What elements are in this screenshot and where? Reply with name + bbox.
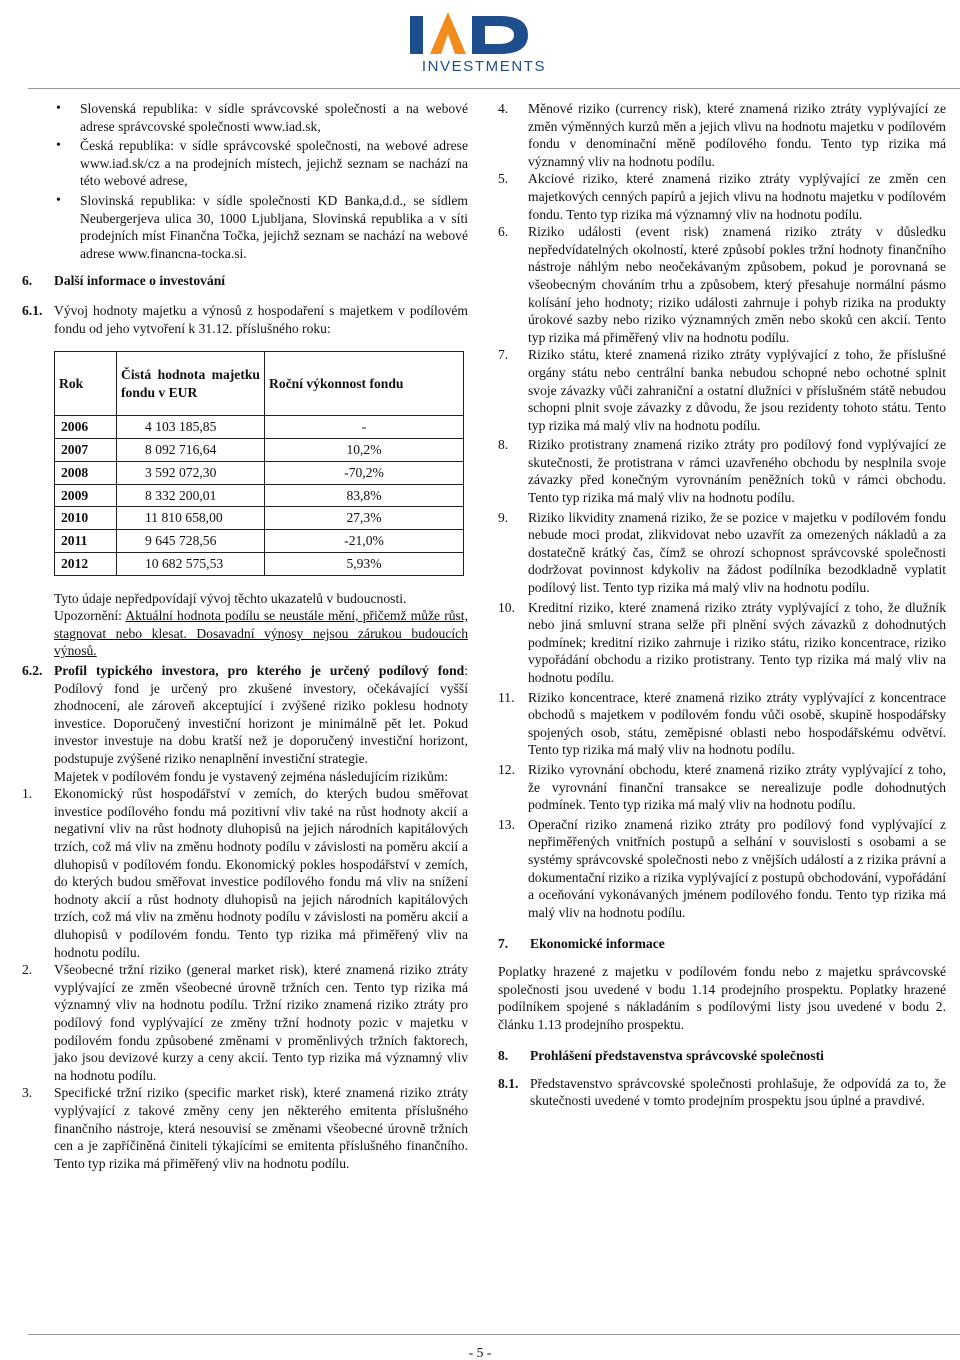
list-item: • Slovinská republika: v sídle společnosti KD Banka,d.d., se sídlem Neubergerjeva ulica 30, 1000 Ljubljana, Slovinská republika a v síti prodejních míst Finančna Točka, jejichž seznam se nachází na webové adrese www.financna-tocka.si.	[80, 192, 468, 262]
section-6-2: 6.2. Profil typického investora, pro kterého je určený podílový fond: Podílový fond je určený pro zkušené investory, očekávající vyšší zhodnocení, ale zároveň akceptující i zvýšené riziko poklesu hodnoty investice. Doporučený investiční horizont je minimálně pět let. Pokud investor investuje na dobu kratší než je doporučený investiční horizont, podstupuje zvýšené riziko nenaplnění investiční strategie.	[22, 663, 468, 767]
distribution-list	[22, 100, 468, 262]
risk-intro: Majetek v podílovém fondu je vystavený zejména následujícím rizikům:	[54, 768, 449, 784]
table-row: 2006 4 103 185,85 -	[55, 416, 464, 439]
fund-value-table	[54, 351, 464, 576]
list-item: 5. Akciové riziko, které znamená riziko ztráty vyplývající ze změn cen majetkových cenných papírů a jejich vlivu na hodnotu majetku v podílovém fondu. Tento typ rizika má významný vliv na hodnotu podílu.	[498, 171, 946, 222]
section-6-1: 6.1. Vývoj hodnoty majetku a výnosů z hospodaření s majetkem v podílovém fondu od jeho vytvoření k 31.12. příslušného roku:	[22, 302, 468, 336]
table-header-row	[55, 352, 464, 416]
header-rule	[28, 88, 960, 89]
right-column	[498, 100, 946, 1110]
list-item: 8. Riziko protistrany znamená riziko ztráty pro podílový fond vyplývající ze skutečnosti, že protistrana v rámci uzavřeného obchodu by nesplnila svoje závazky před konečným vyrovnáním peněžních toků v rámci obchodu. Tento typ rizika má malý vliv na hodnotu podílu.	[498, 437, 946, 506]
section-7-heading: 7. Ekonomické informace	[498, 936, 665, 952]
logo-letter-a	[430, 12, 466, 54]
table-row: 2008 3 592 072,30 -70,2%	[55, 461, 464, 484]
section-8-1: 8.1. Představenstvo správcovské společnosti prohlašuje, že odpovídá za to, že skutečnosti uvedené v tomto prodejním prospektu jsou úplné a pravdivé.	[498, 1075, 946, 1109]
section-7-text: Poplatky hrazené z majetku v podílovém fondu nebo z majetku správcovské společnosti jsou uvedené v bodu 1.14 prodejního prospektu. Poplatky hrazené podílníkem spojené s nákladáním s podílovými listy jsou uvedené v bodu 2. článku 1.13 prodejního prospektu.	[498, 963, 946, 1032]
disclaimer	[22, 590, 468, 660]
list-item: 3. Specifické tržní riziko (specific market risk), které znamená riziko ztráty vyplývající z takové změny ceny jen některého emitenta příslušného finančního nástroje, která nesouvisí se změnami všeobecné úrovně tržních cen a je zapříčiněná činiteli týkajícími se emitenta příslušného finančního. Tento typ rizika má přiměřený vliv na hodnotu podílu.	[22, 1085, 468, 1171]
table-header: Roční výkonnost fondu	[265, 352, 464, 416]
list-item: 6. Riziko události (event risk) znamená riziko ztráty v důsledku nepředvídatelných okolností, které způsobí pokles tržní hodnoty finančního nástroje náhlým nebo neočekávaným způsobem, pokud je porovnaná se všeobecným chováním trhu a způsobem, který přesahuje normální pásmo kolísání jeho hodnoty; riziko události zahrnuje i pohyb rizika na produkty úrokové sazby nebo riziko významných změn nebo skoků cen akcií. Tento typ rizika má přiměřený vliv na hodnotu podílu.	[498, 224, 946, 345]
iad-logo	[408, 6, 560, 74]
logo-subtitle: INVESTMENTS	[421, 58, 547, 75]
list-item: 4. Měnové riziko (currency risk), které znamená riziko ztráty vyplývající ze změn výměnných kurzů měn a jejich vlivu na hodnotu majetku v podílovém fondu v denominační měně podílového fondu. Tento typ rizika má významný vliv na hodnotu podílu.	[498, 101, 946, 169]
warning-line: Upozornění: Aktuální hodnota podílu se neustále mění, přičemž může růst, stagnovat nebo klesat. Dosavadní výnosy nejsou zárukou budoucích výnosů.	[54, 608, 468, 659]
footer-rule	[28, 1334, 960, 1335]
table-row: 2012 10 682 575,53 5,93%	[55, 552, 464, 575]
section-6-heading: 6. Další informace o investování	[22, 273, 226, 289]
risk-list-right	[498, 100, 946, 921]
section-8-heading: 8. Prohlášení představenstva správcovské společnosti	[498, 1048, 824, 1064]
iad-logo-mark	[408, 6, 560, 58]
table-row: 2011 9 645 728,56 -21,0%	[55, 530, 464, 553]
list-item: 13. Operační riziko znamená riziko ztráty pro podílový fond vyplývající z nepřiměřených vnitřních postupů a selhání v souvislosti s osobami a se systémy správcovské společnosti nebo z vnějších událostí a z rizika právní a dokumentační riziko a rizika vyplývající z postupů obchodování, vypořádání a oceňování vykonávaných jménem podílového fondu. Tento typ rizika má malý vliv na hodnotu podílu.	[498, 816, 946, 920]
table-header: Čistá hodnota majetku fondu v EUR	[117, 352, 265, 416]
list-item: 7. Riziko státu, které znamená riziko ztráty vyplývající z toho, že příslušné orgány státu nebo centrální banka nebudou schopné nebo ochotné splnit svoje závazky vůči zahraniční a ostatní dlužníci v příslušném státě nebudou schopni plnit svoje závazky z důvodu, že jsou rezidenty tohoto státu. Tento typ rizika má malý vliv na hodnotu podílu.	[498, 347, 946, 433]
list-item: 1. Ekonomický růst hospodářství v zemích, do kterých budou směřovat investice podílového fondu má pozitivní vliv také na růst hodnoty akcií a negativní vliv na růst hodnoty dluhopisů na jejich národních kapitálových trzích, což má vliv na změnu hodnoty podílu v závislosti na poměru akcií a dluhopisů v podílovém fondu. Ekonomický pokles hospodářství v zemích, do kterých budou směřovat investice podílového fondu má vliv na snížení hodnoty akcií a růst hodnoty dluhopisů na jejich národních kapitálových trzích, což má vliv na změnu hodnoty podílu v závislosti na poměru akcií a dluhopisů v podílovém fondu. Tento typ rizika má přiměřený vliv na hodnotu podílu.	[22, 786, 468, 960]
list-item: 2. Všeobecné tržní riziko (general market risk), které znamená riziko ztráty vyplývající ze změn všeobecné úrovně tržních cen. Tento typ rizika má významný vliv na hodnotu podílu. Tržní riziko znamená riziko ztráty pro podílový fond vyplývající ze změny tržní hodnoty pozic v majetku v podílovém fondu způsobené změnami v proměnlivých tržních faktorech, jako jsou devizové kurzy a ceny akcií. Tento typ rizika má významný vliv na hodnotu podílu.	[22, 962, 468, 1083]
page-number: - 5 -	[468, 1345, 492, 1360]
logo-letter-d	[472, 16, 528, 54]
list-item: • Česká republika: v sídle správcovské společnosti, na webové adrese www.iad.sk/cz a na prodejních místech, jejichž seznam se nachází na této webové adrese,	[80, 137, 468, 190]
table-row: 2010 11 810 658,00 27,3%	[55, 507, 464, 530]
disclaimer-line: Tyto údaje nepředpovídají vývoj těchto ukazatelů v budoucnosti.	[54, 590, 407, 606]
list-item: 9. Riziko likvidity znamená riziko, že se pozice v majetku v podílovém fondu nebude moci prodat, zlikvidovat nebo uzavřít za omezených nákladů a za dostatečně krátký čas, čímž se ohrozí schopnost správcovské společnosti dodržovat povinnost kdykoliv na žádost podílníka bezodkladně vyplatit podílový list. Tento typ rizika má malý vliv na hodnotu podílu.	[498, 509, 946, 596]
list-item: • Slovenská republika: v sídle správcovské společnosti a na webové adrese správcovské společnosti www.iad.sk,	[80, 100, 468, 135]
table-row: 2009 8 332 200,01 83,8%	[55, 484, 464, 507]
left-column	[22, 100, 468, 1172]
risk-list-left	[22, 785, 468, 1172]
table-row: 2007 8 092 716,64 10,2%	[55, 438, 464, 461]
list-item: 10. Kreditní riziko, které znamená riziko ztráty vyplývající z toho, že dlužník nebo jiná smluvní strana selže při plnění svých závazků z dohodnutých podmínek; kreditní riziko zahrnuje i riziko státu, riziko koncentrace, riziko vypořádání obchodu a riziko protistrany. Tento typ rizika má malý vliv na hodnotu podílu.	[498, 599, 946, 685]
list-item: 11. Riziko koncentrace, které znamená riziko ztráty vyplývající z koncentrace obchodů s majetkem v podílovém fondu vůči osobě, skupině hospodářsky spojených osob, státu, zeměpisné oblasti nebo hospodářskému odvětví. Tento typ rizika má malý vliv na hodnotu podílu.	[498, 689, 946, 758]
table-header: Rok	[55, 352, 117, 416]
logo-letter-i	[410, 16, 423, 54]
list-item: 12. Riziko vyrovnání obchodu, které znamená riziko ztráty vyplývající z toho, že vyrovnání finanční transakce se nerealizuje podle dohodnutých podmínek. Tento typ rizika má malý vliv na hodnotu podílu.	[498, 761, 946, 813]
